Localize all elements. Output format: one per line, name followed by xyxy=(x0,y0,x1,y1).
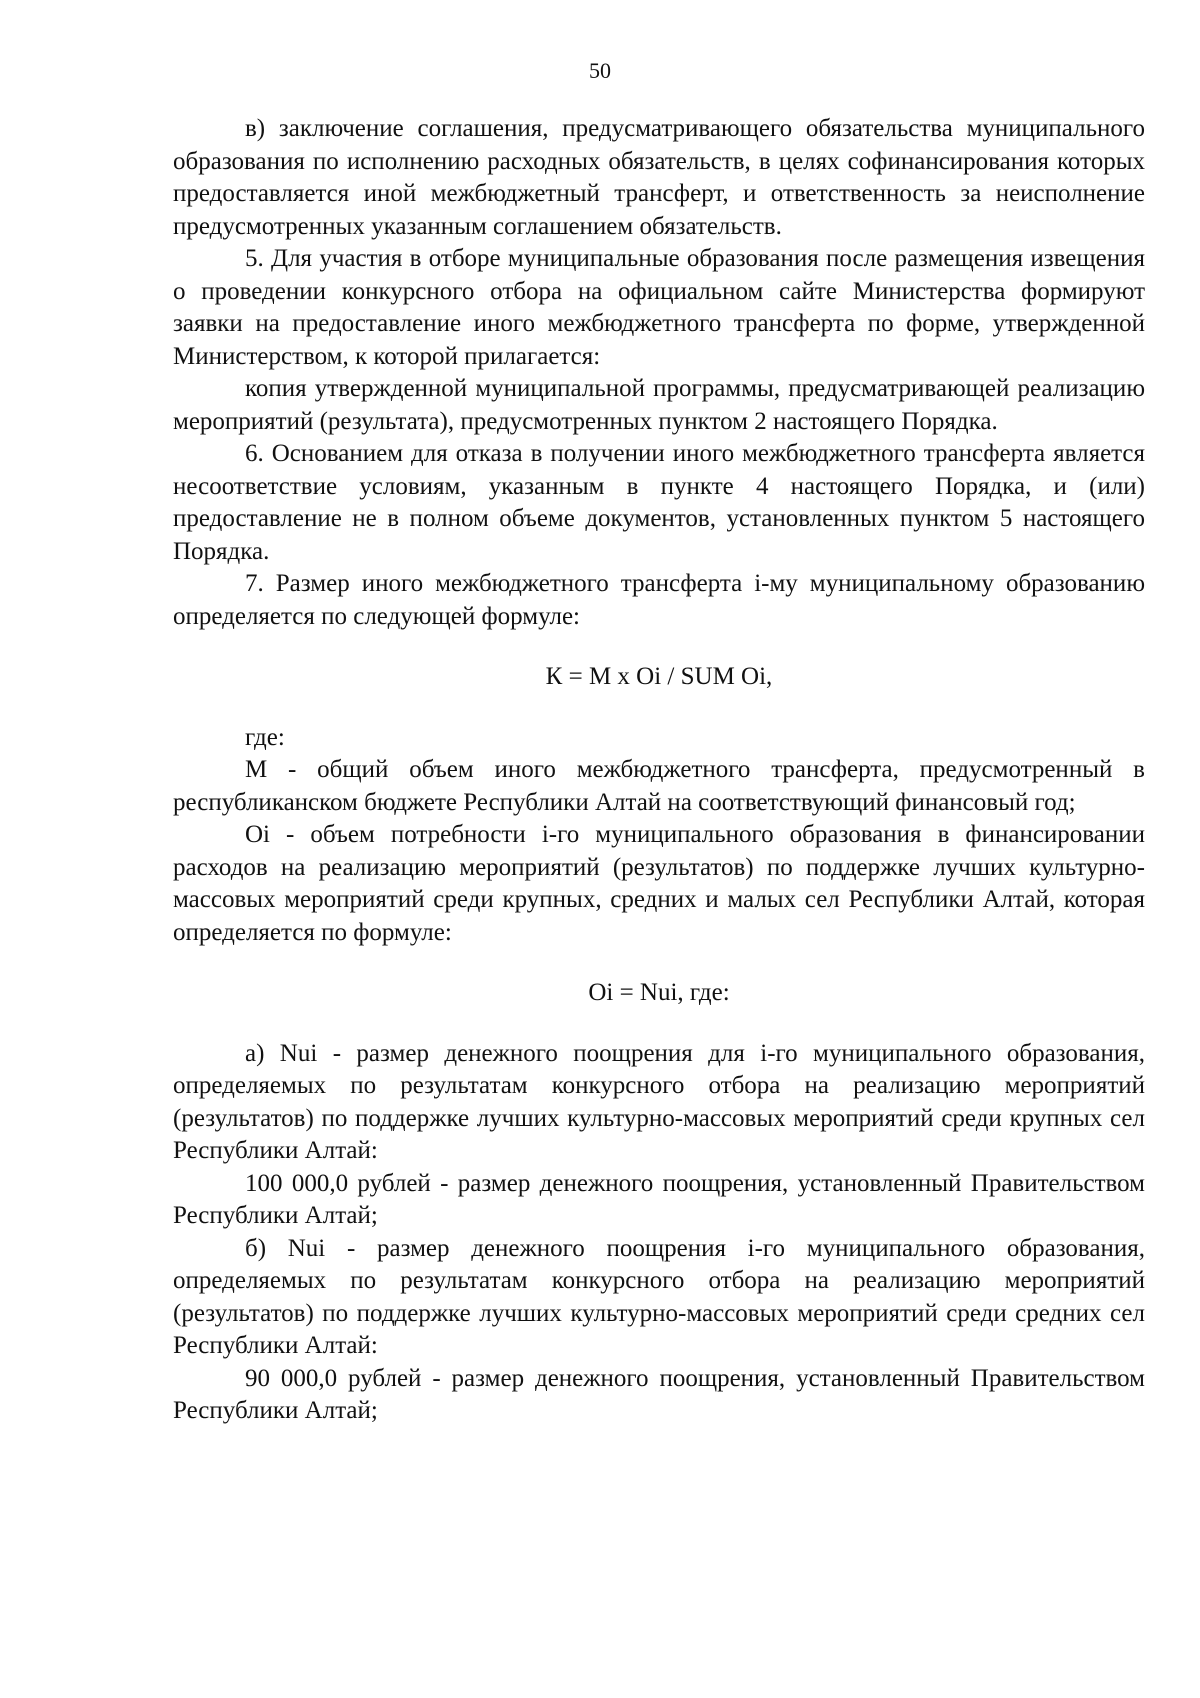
paragraph-program-copy: копия утвержденной муниципальной программы, предусматривающей реализацию мероприятий (результата), предусмотренных пунктом 2 настоящего Порядка. xyxy=(173,375,1145,435)
paragraph-7-transfer-size: 7. Размер иного межбюджетного трансферта i-му муниципальному образованию определяется по следующей формуле: xyxy=(173,570,1145,630)
paragraph-6-refusal-grounds: 6. Основанием для отказа в получении иного межбюджетного трансферта является несоответствие условиям, указанным в пункте 4 настоящего Порядка, и (или) предоставление не в полном объеме документов, установленных пунктом 5 настоящего Порядка. xyxy=(173,440,1145,565)
page-number: 50 xyxy=(589,58,611,83)
paragraph-where: где: xyxy=(245,723,285,751)
paragraph-b-medium-villages: б) Nui - размер денежного поощрения i-го муниципального образования, определяемых по результатам конкурсного отбора на реализацию мероприятий (результатов) по поддержке лучших культурно-массовых мероприятий среди средних сел Республики Алтай: xyxy=(173,1234,1145,1359)
paragraph-m-definition: М - общий объем иного межбюджетного трансферта, предусмотренный в республиканском бюджете Республики Алтай на соответствующий финансовый год; xyxy=(173,756,1145,816)
paragraph-5-application: 5. Для участия в отборе муниципальные образования после размещения извещения о проведении конкурсного отбора на официальном сайте Министерства формируют заявки на предоставление иного межбюджетного трансферта по форме, утвержденной Министерством, к которой прилагается: xyxy=(173,245,1145,370)
document-body xyxy=(173,113,1145,1428)
paragraph-a-large-villages: а) Nui - размер денежного поощрения для i-го муниципального образования, определяемых по результатам конкурсного отбора на реализацию мероприятий (результатов) по поддержке лучших культурно-массовых мероприятий среди крупных сел Республики Алтай: xyxy=(173,1039,1145,1164)
formula-transfer-size: К = М х Oi / SUM Oi, xyxy=(545,663,773,690)
paragraph-agreement-conclusion: в) заключение соглашения, предусматривающего обязательства муниципального образования по исполнению расходных обязательств, в целях софинансирования которых предоставляется иной межбюджетный трансферт, и ответственность за неисполнение предусмотренных указанным соглашением обязательств. xyxy=(173,115,1145,240)
paragraph-award-100000: 100 000,0 рублей - размер денежного поощрения, установленный Правительством Республики Алтай; xyxy=(173,1169,1145,1229)
formula-oi: Oi = Nui, где: xyxy=(588,979,730,1006)
paragraph-award-90000: 90 000,0 рублей - размер денежного поощрения, установленный Правительством Республики Алтай; xyxy=(173,1364,1145,1424)
paragraph-oi-definition: Oi - объем потребности i-го муниципального образования в финансировании расходов на реализацию мероприятий (результатов) по поддержке лучших культурно-массовых мероприятий среди крупных, средних и малых сел Республики Алтай, которая определяется по формуле: xyxy=(173,821,1145,946)
